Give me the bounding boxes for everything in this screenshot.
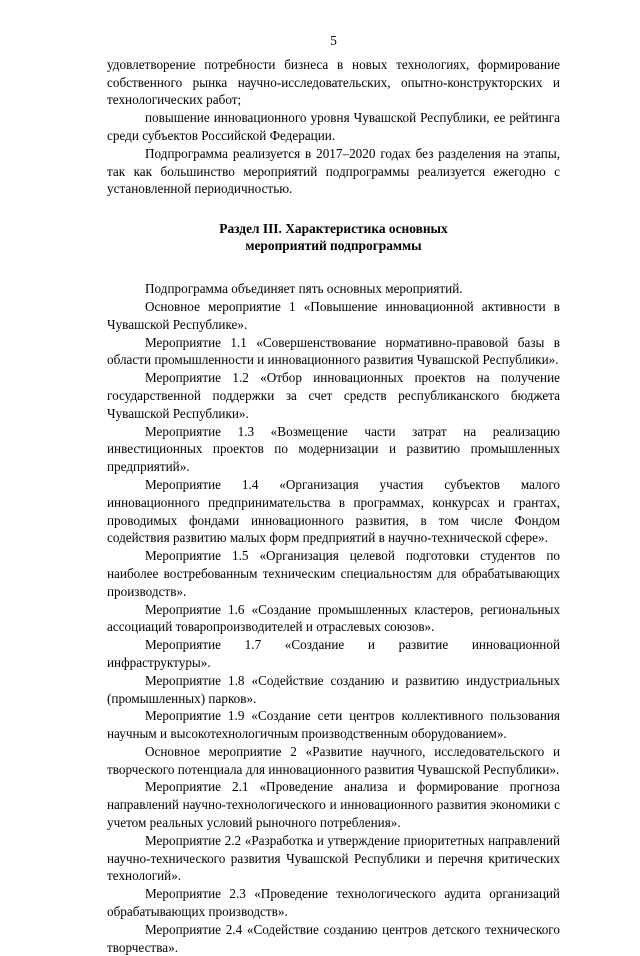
- section-title-line-2: мероприятий подпрограммы: [245, 238, 422, 254]
- body-paragraph: Мероприятие 2.2 «Разработка и утверждение приоритетных направлений научно-технического развития Чувашской Республики и перечня критических технологий».: [107, 832, 560, 884]
- page-number: 5: [330, 33, 337, 48]
- body-paragraph: Мероприятие 1.4 «Организация участия субъектов малого инновационного предпринимательства в программах, конкурсах и грантах, проводимых фондами инновационного развития, в том числе Фондом содействия развитию малых форм предприятий в научно-технической сфере».: [107, 476, 560, 546]
- section-title: [107, 220, 560, 254]
- intro-paragraph-2: повышение инновационного уровня Чувашской Республики, ее рейтинга среди субъектов Российской Федерации.: [107, 110, 560, 143]
- body-paragraph: Мероприятие 1.2 «Отбор инновационных проектов на получение государственной поддержки за счет средств республиканского бюджета Чувашской Республики».: [107, 370, 560, 421]
- body-paragraph: Подпрограмма объединяет пять основных мероприятий.: [145, 281, 463, 297]
- body-paragraph: Мероприятие 1.7 «Создание и развитие инновационной инфраструктуры».: [107, 637, 560, 670]
- body-paragraph: Мероприятие 1.5 «Организация целевой подготовки студентов по наиболее востребованным техническим специальностям для обрабатывающих производств».: [107, 548, 560, 599]
- body-paragraph: Мероприятие 1.8 «Содействие созданию и развитию индустриальных (промышленных) парков».: [107, 672, 560, 706]
- body-paragraph: Мероприятие 1.1 «Совершенствование нормативно-правовой базы в области промышленности и инновационного развития Чувашской Республики».: [107, 334, 560, 368]
- document-page: [107, 32, 560, 956]
- section-title-line-1: Раздел III. Характеристика основных: [219, 221, 448, 237]
- body-paragraph: Мероприятие 2.3 «Проведение технологического аудита организаций обрабатывающих производств».: [107, 886, 560, 920]
- intro-paragraph-3: Подпрограмма реализуется в 2017–2020 годах без разделения на этапы, так как большинство мероприятий подпрограммы реализуется ежегодно с установленной периодичностью.: [107, 145, 560, 197]
- body-paragraph: Мероприятие 2.1 «Проведение анализа и формирование прогноза направлений научно-технологического и инновационного развития экономики с учетом реальных условий рыночного потребления».: [107, 779, 560, 831]
- body-paragraph: Основное мероприятие 1 «Повышение инновационной активности в Чувашской Республике».: [107, 298, 560, 332]
- body-paragraph: Мероприятие 1.6 «Создание промышленных кластеров, региональных ассоциаций товаропроизводителей и отраслевых союзов».: [107, 601, 560, 635]
- body-paragraph: Мероприятие 2.4 «Содействие созданию центров детского технического творчества».: [107, 921, 560, 955]
- body-paragraph: Мероприятие 1.3 «Возмещение части затрат на реализацию инвестиционных проектов по модернизации и развитию промышленных предприятий».: [107, 423, 560, 475]
- body-paragraph: Мероприятие 1.9 «Создание сети центров коллективного пользования научным и высокотехнологичным производственным оборудованием».: [107, 708, 560, 742]
- intro-paragraph-1: удовлетворение потребности бизнеса в новых технологиях, формирование собственного рынка научно-исследовательских, опытно-конструкторских и технологических работ;: [107, 56, 560, 108]
- body-paragraph: Основное мероприятие 2 «Развитие научного, исследовательского и творческого потенциала для инновационного развития Чувашской Республики».: [107, 743, 560, 777]
